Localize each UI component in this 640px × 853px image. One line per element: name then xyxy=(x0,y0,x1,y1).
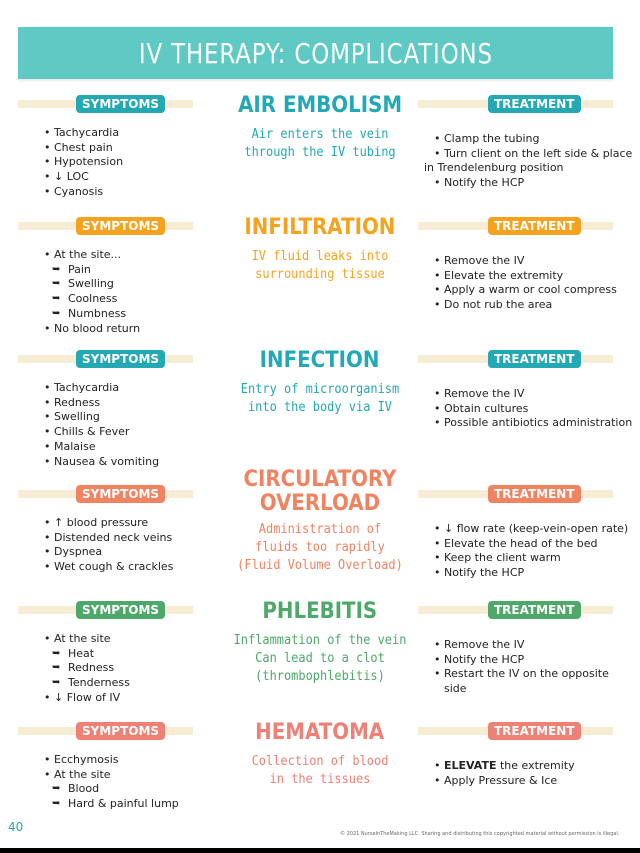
list-item: • No blood return xyxy=(44,322,224,337)
treatment-list xyxy=(424,132,634,191)
symptoms-list xyxy=(44,632,224,706)
list-item: • Apply Pressure & Ice xyxy=(434,774,634,789)
bottom-bar xyxy=(0,848,640,853)
title-banner xyxy=(18,27,613,79)
condition-description: Collection of blood in the tissues xyxy=(251,754,389,787)
list-item: • Elevate the extremity xyxy=(434,269,634,284)
page-title: IV THERAPY: COMPLICATIONS xyxy=(138,36,493,70)
list-item: • Remove the IV xyxy=(434,387,634,402)
list-item: • Swelling xyxy=(44,410,224,425)
list-item: • Restart the IV on the opposite side xyxy=(434,667,634,696)
treatment-list xyxy=(434,759,634,788)
symptoms-list xyxy=(44,516,224,575)
list-item: • ELEVATE the extremity xyxy=(434,759,634,774)
condition-description: Inflammation of the vein Can lead to a clot (thrombophlebitis) xyxy=(233,633,407,684)
list-item: • Redness xyxy=(44,396,224,411)
treatment-badge: TREATMENT xyxy=(488,722,581,740)
list-item: • Remove the IV xyxy=(434,638,634,653)
list-item: • Do not rub the area xyxy=(434,298,634,313)
list-item-continuation: in Trendelenburg position xyxy=(424,161,564,175)
condition-title: INFILTRATION xyxy=(244,215,396,240)
condition-description: Entry of microorganism into the body via IV xyxy=(240,382,400,415)
treatment-badge: TREATMENT xyxy=(488,485,581,503)
list-item: • Obtain cultures xyxy=(434,402,634,417)
copyright-notice: © 2021 NurseInTheMaking LLC. Sharing and distributing this copyrighted material without permission is illegal. xyxy=(340,831,620,837)
list-item: • At the site xyxy=(44,632,224,647)
treatment-list xyxy=(434,638,634,697)
sub-list-item: ➥ Blood xyxy=(44,782,224,797)
condition-title: CIRCULATORY OVERLOAD xyxy=(243,467,397,516)
treatment-badge: TREATMENT xyxy=(488,217,581,235)
list-item: • Possible antibiotics administration xyxy=(434,416,634,431)
list-item: • Tachycardia xyxy=(44,381,224,396)
list-item: • ↑ blood pressure xyxy=(44,516,224,531)
list-item: • Notify the HCP xyxy=(434,566,634,581)
list-item: • Nausea & vomiting xyxy=(44,455,224,470)
list-item: • Remove the IV xyxy=(434,254,634,269)
symptoms-badge: SYMPTOMS xyxy=(76,350,165,368)
condition-title: HEMATOMA xyxy=(255,720,385,745)
list-item: • ↓ flow rate (keep-vein-open rate) xyxy=(434,522,634,537)
condition-title: AIR EMBOLISM xyxy=(238,93,402,118)
condition-description: IV fluid leaks into surrounding tissue xyxy=(251,249,389,282)
symptoms-badge: SYMPTOMS xyxy=(76,485,165,503)
sub-list-item: ➥ Swelling xyxy=(44,277,224,292)
list-item: • Apply a warm or cool compress xyxy=(434,283,634,298)
list-item: • Clamp the tubing xyxy=(434,132,634,147)
symptoms-list xyxy=(44,753,224,812)
page-number: 40 xyxy=(8,820,24,834)
sub-list-item: ➥ Tenderness xyxy=(44,676,224,691)
list-item: • Notify the HCP xyxy=(434,176,634,191)
sub-list-item: ➥ Redness xyxy=(44,661,224,676)
list-item: • Cyanosis xyxy=(44,185,224,200)
sub-list-item: ➥ Coolness xyxy=(44,292,224,307)
list-item: • Notify the HCP xyxy=(434,653,634,668)
treatment-list xyxy=(434,522,634,581)
symptoms-list xyxy=(44,126,224,200)
condition-title: PHLEBITIS xyxy=(262,599,378,624)
list-item: • Wet cough & crackles xyxy=(44,560,224,575)
top-bar xyxy=(0,0,640,22)
treatment-badge: TREATMENT xyxy=(488,601,581,619)
sub-list-item: ➥ Heat xyxy=(44,647,224,662)
condition-description: Air enters the vein through the IV tubing xyxy=(244,127,396,160)
sub-list-item: ➥ Hard & painful lump xyxy=(44,797,224,812)
list-item: • Tachycardia xyxy=(44,126,224,141)
list-item: • Ecchymosis xyxy=(44,753,224,768)
symptoms-list xyxy=(44,381,224,469)
symptoms-badge: SYMPTOMS xyxy=(76,601,165,619)
list-item: • Keep the client warm xyxy=(434,551,634,566)
symptoms-badge: SYMPTOMS xyxy=(76,217,165,235)
symptoms-list xyxy=(44,248,224,336)
list-item: • At the site... xyxy=(44,248,224,263)
list-item: • At the site xyxy=(44,768,224,783)
list-item: • Turn client on the left side & place xyxy=(434,147,634,162)
list-item: • Chills & Fever xyxy=(44,425,224,440)
treatment-badge: TREATMENT xyxy=(488,350,581,368)
list-item: • Chest pain xyxy=(44,141,224,156)
condition-description: Administration of fluids too rapidly (Fluid Volume Overload) xyxy=(237,522,403,573)
list-item: • Distended neck veins xyxy=(44,531,224,546)
treatment-list xyxy=(434,387,634,431)
treatment-badge: TREATMENT xyxy=(488,95,581,113)
symptoms-badge: SYMPTOMS xyxy=(76,722,165,740)
list-item: • ↓ Flow of IV xyxy=(44,691,224,706)
list-item: • Malaise xyxy=(44,440,224,455)
treatment-list xyxy=(434,254,634,313)
condition-title: INFECTION xyxy=(260,348,380,373)
list-item: • Dyspnea xyxy=(44,545,224,560)
list-item: • Hypotension xyxy=(44,155,224,170)
list-item: • ↓ LOC xyxy=(44,170,224,185)
symptoms-badge: SYMPTOMS xyxy=(76,95,165,113)
sub-list-item: ➥ Numbness xyxy=(44,307,224,322)
list-item: • Elevate the head of the bed xyxy=(434,537,634,552)
sub-list-item: ➥ Pain xyxy=(44,263,224,278)
